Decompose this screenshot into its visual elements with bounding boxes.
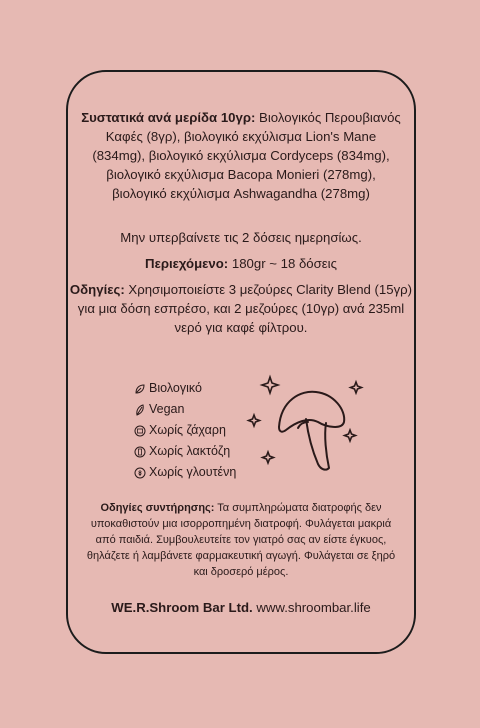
badge-label: Βιολογικό [149,381,202,395]
vegan-leaf-icon [134,404,146,416]
content-label: Περιεχόμενο: [145,256,229,271]
badge-no-lactose [134,441,236,462]
content-line [68,256,414,271]
badge-label: Χωρίς γλουτένη [149,465,237,479]
storage-paragraph [82,500,400,580]
leaf-icon [134,383,146,395]
dosage-warning: Μην υπερβαίνετε τις 2 δόσεις ημερησίως. [120,230,362,245]
badge-label: Vegan [149,402,185,416]
ingredients-label: Συστατικά ανά μερίδα 10γρ: [81,110,256,125]
content-value: 180gr ~ 18 δόσεις [231,256,337,271]
ingredients-paragraph [68,108,414,203]
badge-vegan [134,399,236,420]
badge-list [134,378,236,483]
no-sugar-icon [134,425,146,437]
company-name: WE.R.Shroom Bar Ltd. [111,600,253,615]
usage-text: Χρησιμοποιείστε 3 μεζούρες Clarity Blend (15γρ) για μια δόση εσπρέσο, και 2 μεζούρες (10γρ) ανά 235ml νερό για καφέ φίλτρου. [77,282,413,335]
no-lactose-icon [134,446,146,458]
badge-no-gluten [134,462,236,483]
mushroom-illustration-icon [246,372,366,482]
badge-label: Χωρίς ζάχαρη [149,423,226,437]
usage-label: Οδηγίες: [69,282,125,297]
badge-no-sugar [134,420,236,441]
badge-label: Χωρίς λακτόζη [149,444,231,458]
usage-paragraph [68,280,414,337]
storage-text: Τα συμπληρώματα διατροφής δεν υποκαθιστούν μια ισορροπημένη διατροφή. Φυλάγεται μακριά από παιδιά. Συμβουλευτείτε τον γιατρό σας αν είστε έγκυος, θηλάζετε ή λαμβάνετε φαρμακευτική αγωγή. Φυλάγεται σε ξηρό και δροσερό μέρος. [86,502,396,578]
no-gluten-icon [134,467,146,479]
label-card [66,70,416,654]
storage-label: Οδηγίες συντήρησης: [100,502,215,514]
website-link[interactable]: www.shroombar.life [256,600,371,615]
footer [68,600,414,615]
badge-organic [134,378,236,399]
ingredients-text: Βιολογικός Περουβιανός Καφές (8γρ), βιολογικό εκχύλισμα Lion's Mane (834mg), βιολογικό εκχύλισμα Cordyceps (834mg), βιολογικό εκχύλισμα Bacopa Monieri (278mg), βιολογικό εκχύλισμα Ashwagandha (278mg) [92,110,401,201]
